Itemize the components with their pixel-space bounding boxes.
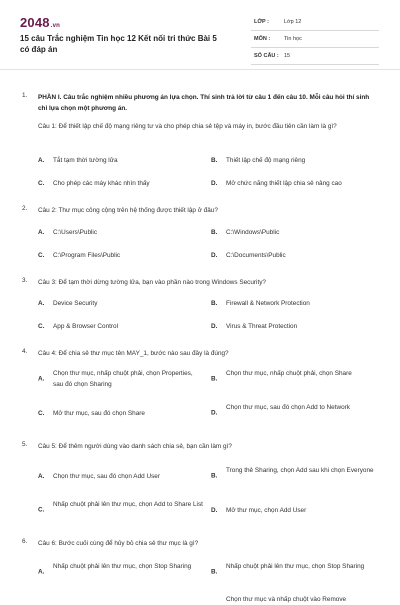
option-letter: A. xyxy=(38,300,45,307)
option-6b[interactable] xyxy=(211,561,381,583)
option-text: C:\Program Files\Public xyxy=(53,252,121,259)
question-text: Câu 4: Để chia sẻ thư mục tên MAY_1, bước nào sau đây là đúng? xyxy=(38,350,229,357)
meta-table xyxy=(251,14,379,65)
question-text: Câu 5: Để thêm người dùng vào danh sách chia sẻ, bạn cần làm gì? xyxy=(38,443,232,450)
option-text: C:\Windows\Public xyxy=(226,229,280,236)
meta-value: Lớp 12 xyxy=(284,19,302,25)
question-number: 3. xyxy=(22,277,28,284)
meta-key: SỐ CÂU : xyxy=(254,53,279,59)
option-text: Nhấp chuột phải lên thư mục, chọn Stop Sharing xyxy=(53,563,192,570)
option-letter: C. xyxy=(38,323,45,330)
option-letter: A. xyxy=(38,568,45,576)
option-4b[interactable] xyxy=(211,368,381,390)
header-divider xyxy=(0,69,400,70)
part-text: PHẦN I. Câu trắc nghiệm nhiều phương án lựa chọn. Thí sinh trả lời từ câu 1 đến câu 10. Mỗi câu hỏi thí sinh chỉ lựa chọn một phương án. xyxy=(38,94,370,112)
option-letter: B. xyxy=(211,300,218,307)
option-letter: B. xyxy=(211,472,218,480)
option-letter: C. xyxy=(38,252,45,259)
option-3c[interactable] xyxy=(38,321,198,332)
question-text: Câu 1: Để thiết lập chế độ mạng riêng tư và cho phép chia sẻ tệp và máy in, bước đầu tiên cần làm là gì? xyxy=(38,123,337,130)
option-letter: B. xyxy=(211,229,218,236)
meta-row-count xyxy=(251,48,379,65)
option-letter: D. xyxy=(211,252,218,259)
option-letter: B. xyxy=(211,157,218,164)
meta-key: MÔN : xyxy=(254,36,271,42)
logo-suffix: .vn xyxy=(50,23,61,29)
option-4d[interactable] xyxy=(211,402,381,424)
question-text: Câu 6: Bước cuối cùng để hủy bỏ chia sẻ thư mục là gì? xyxy=(38,540,199,547)
option-5b[interactable] xyxy=(211,465,381,487)
option-letter: A. xyxy=(38,375,45,383)
option-1d[interactable] xyxy=(211,178,381,189)
option-3b[interactable] xyxy=(211,298,381,309)
question-number: 4. xyxy=(22,348,28,355)
option-letter: B. xyxy=(211,375,218,383)
option-text: C:\Documents\Public xyxy=(226,252,286,259)
meta-row-subject xyxy=(251,31,379,48)
option-text: Chọn thư mục, nhấp chuột phải, chọn Share xyxy=(226,370,352,377)
option-2d[interactable] xyxy=(211,250,381,261)
option-2a[interactable] xyxy=(38,227,198,238)
option-text: Cho phép các máy khác nhìn thấy xyxy=(53,180,150,187)
option-text: Mở thư mục, chọn Add User xyxy=(226,507,307,514)
question-text: Câu 3: Để tạm thời dừng tường lửa, bạn vào phần nào trong Windows Security? xyxy=(38,279,266,286)
meta-value: Tin học xyxy=(284,36,302,42)
question-number: 5. xyxy=(22,441,28,448)
option-letter: C. xyxy=(38,410,45,417)
option-text: Chọn thư mục, sau đó chọn Add to Network xyxy=(226,404,350,411)
option-text: C:\Users\Public xyxy=(53,229,98,236)
option-text: Chọn thư mục, sau đó chọn Add User xyxy=(53,473,160,480)
option-letter: C. xyxy=(38,506,45,514)
meta-value: 15 xyxy=(284,53,291,59)
option-text: Virus & Threat Protection xyxy=(226,323,298,330)
question-number: 2. xyxy=(22,205,28,212)
option-4c[interactable] xyxy=(38,408,203,419)
option-1a[interactable] xyxy=(38,155,198,166)
option-letter: D. xyxy=(211,180,218,187)
option-text: Trong thẻ Sharing, chọn Add sau khi chọn Everyone xyxy=(226,467,374,474)
site-logo[interactable] xyxy=(20,15,60,30)
meta-row-grade xyxy=(251,14,379,31)
option-text: Thiết lập chế độ mạng riêng xyxy=(226,157,306,164)
option-4a[interactable] xyxy=(38,368,203,390)
part-number: 1. xyxy=(22,92,28,99)
option-letter: A. xyxy=(38,157,45,164)
option-1c[interactable] xyxy=(38,178,198,189)
option-6a[interactable] xyxy=(38,561,203,583)
option-letter: D. xyxy=(211,323,218,330)
option-letter: C. xyxy=(38,180,45,187)
option-letter: D. xyxy=(211,507,218,514)
question-number: 6. xyxy=(22,538,28,545)
option-text: Mở chức năng thiết lập chia sẻ nâng cao xyxy=(226,180,342,187)
option-letter: A. xyxy=(38,473,45,480)
option-text: Mở thư mục, sau đó chọn Share xyxy=(53,410,145,417)
option-letter: B. xyxy=(211,568,218,576)
option-text: Nhấp chuột phải lên thư mục, chọn Add to Share List xyxy=(53,501,203,508)
meta-key: LỚP : xyxy=(254,19,269,25)
question-text: Câu 2: Thư mục công cộng trên hệ thống được thiết lập ở đâu? xyxy=(38,207,218,214)
option-3a[interactable] xyxy=(38,298,198,309)
option-text: App & Browser Control xyxy=(53,323,118,330)
page-title: 15 câu Trắc nghiệm Tin học 12 Kết nối tri thức Bài 5 có đáp án xyxy=(20,34,217,54)
option-text: Device Security xyxy=(53,300,98,307)
option-3d[interactable] xyxy=(211,321,381,332)
option-text: Chọn thư mục và nhấp chuột vào Remove xyxy=(226,596,347,603)
option-5a[interactable] xyxy=(38,471,203,482)
option-text: Tắt tạm thời tường lửa xyxy=(53,157,118,164)
logo-text: 2048 xyxy=(20,15,50,30)
option-text: Chọn thư mục, nhấp chuột phải, chọn Properties, sau đó chọn Sharing xyxy=(53,370,193,388)
option-2b[interactable] xyxy=(211,227,381,238)
option-letter: D. xyxy=(211,409,218,417)
option-letter: A. xyxy=(38,229,45,236)
option-5d[interactable] xyxy=(211,505,381,516)
option-text: Nhấp chuột phải lên thư mục, chọn Stop Sharing xyxy=(226,563,365,570)
option-1b[interactable] xyxy=(211,155,381,166)
option-5c[interactable] xyxy=(38,499,203,521)
option-2c[interactable] xyxy=(38,250,198,261)
option-text: Firewall & Network Protection xyxy=(226,300,310,307)
